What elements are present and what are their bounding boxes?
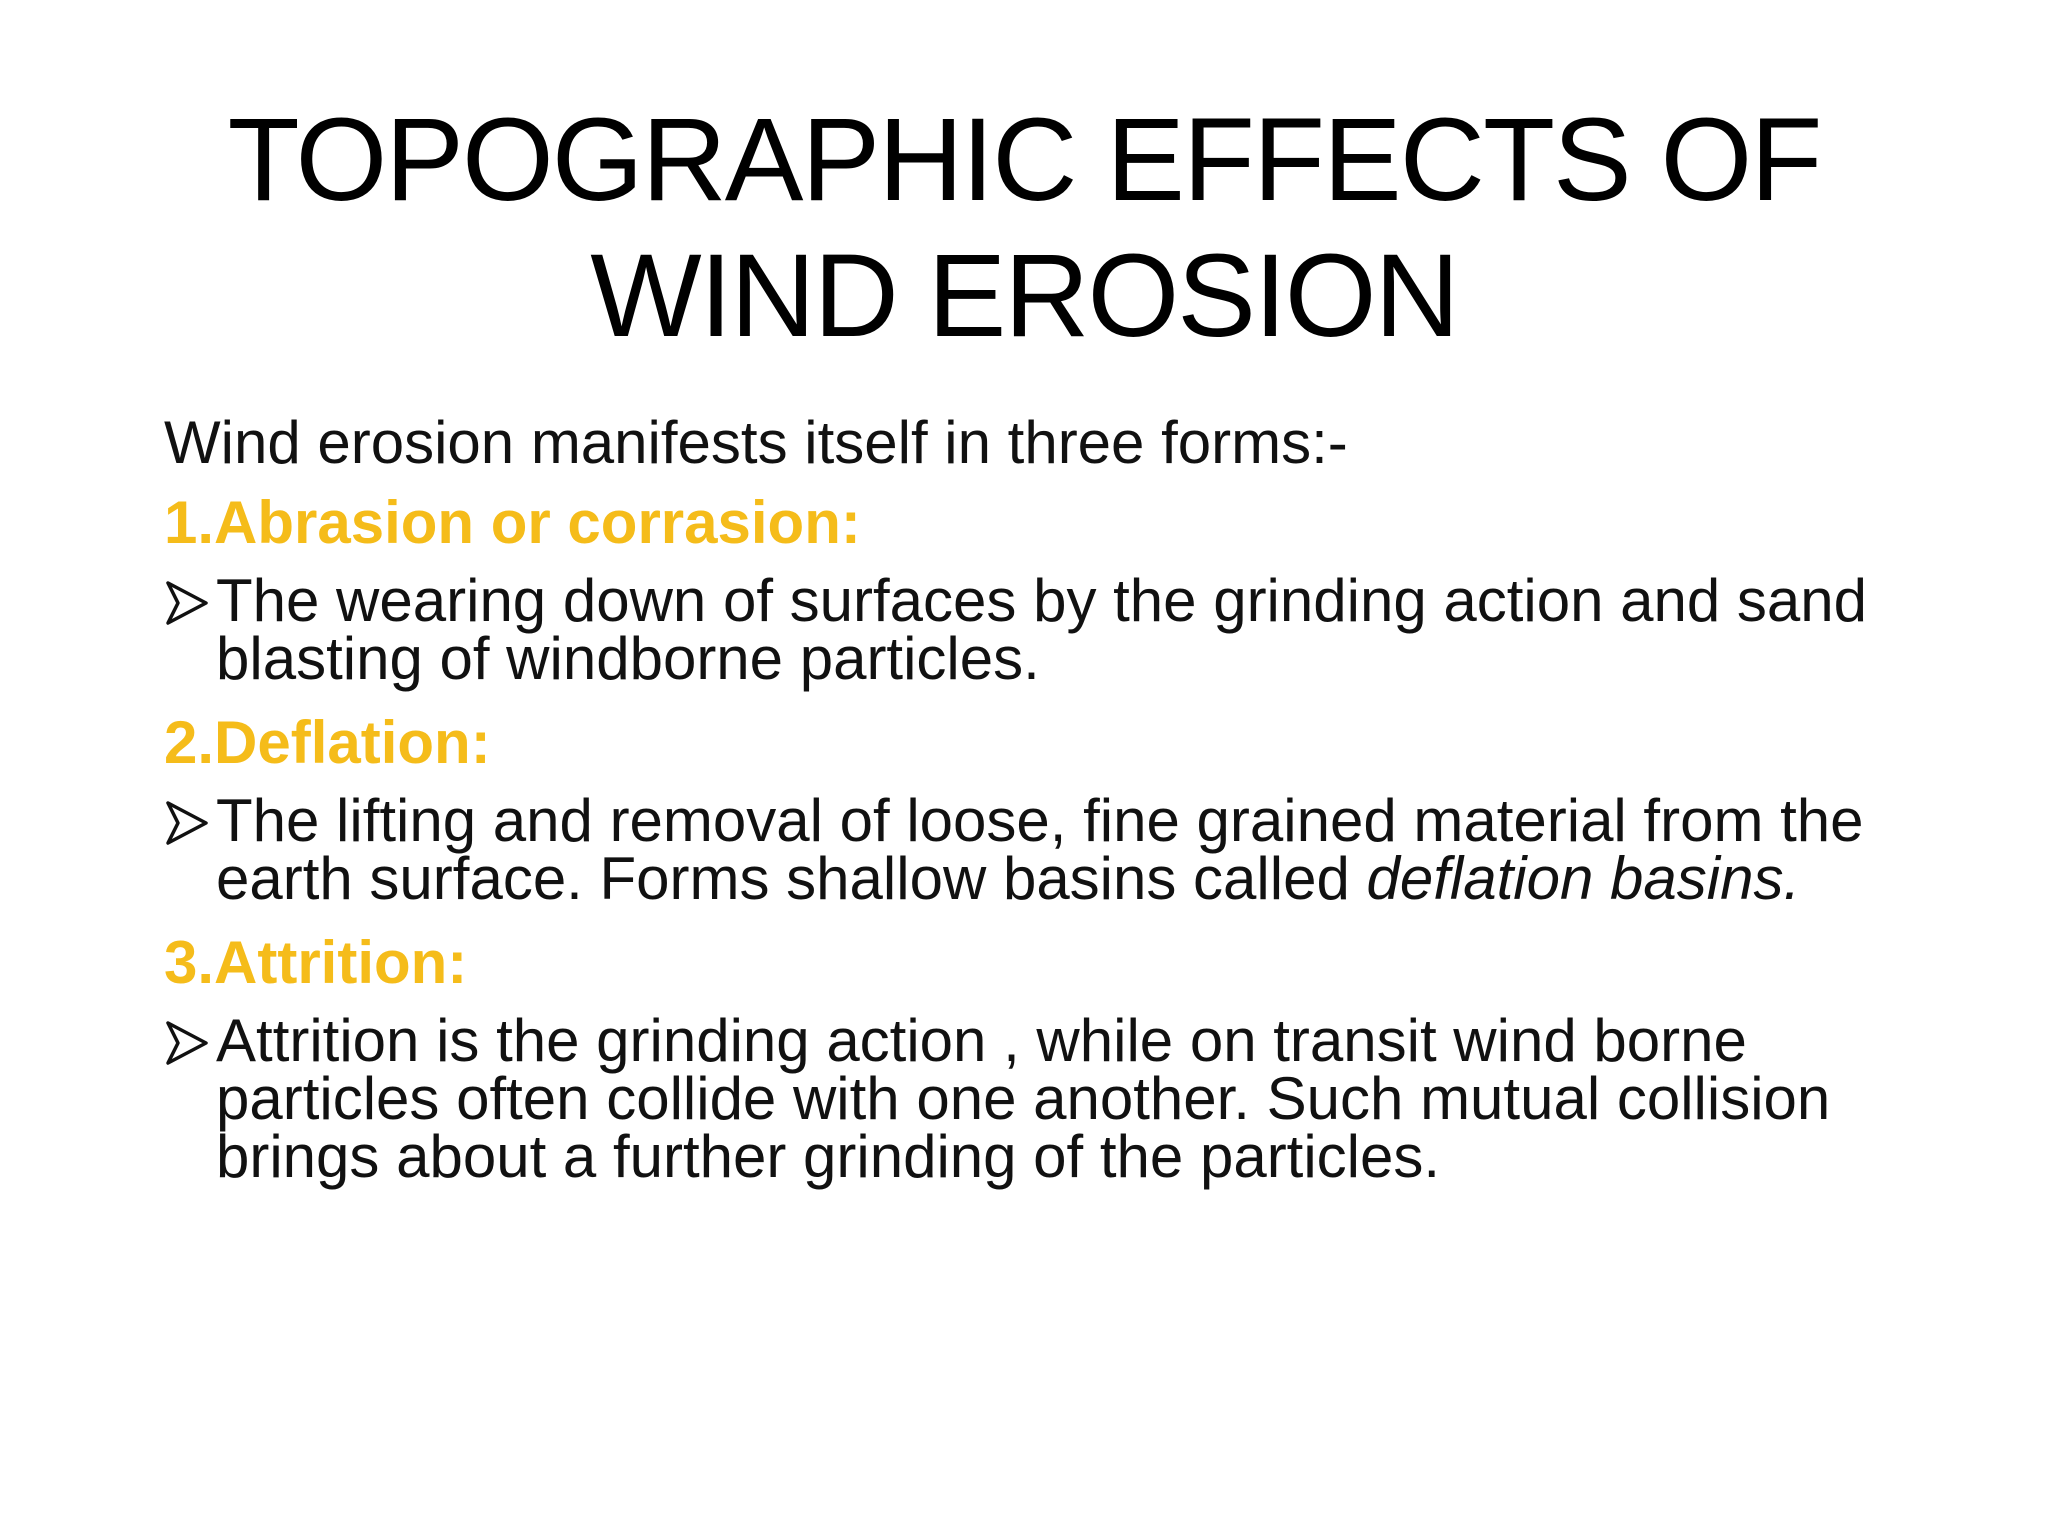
slide-body — [164, 406, 1904, 1204]
bullet-deflation — [164, 787, 1904, 912]
arrowhead-bullet-icon — [164, 578, 210, 628]
bullet-attrition — [164, 1007, 1904, 1190]
slide-title: TOPOGRAPHIC EFFECTS OF WIND EROSION — [227, 94, 1821, 362]
bullet-abrasion — [164, 567, 1904, 692]
bullet-italic-term: deflation basins. — [1366, 845, 1801, 912]
arrowhead-bullet-icon — [164, 1018, 210, 1068]
section-heading-abrasion: 1.Abrasion or corrasion: — [164, 489, 861, 556]
bullet-text: Attrition is the grinding action , while on transit wind borne particles often collide with one another. Such mutual collision brings about a further grinding of the particles. — [216, 1007, 1831, 1190]
bullet-text: The wearing down of surfaces by the grinding action and sand blasting of windborne particles. — [216, 567, 1868, 692]
section-heading-deflation: 2.Deflation: — [164, 709, 491, 776]
intro-text: Wind erosion manifests itself in three forms:- — [164, 409, 1348, 476]
section-heading-attrition: 3.Attrition: — [164, 929, 468, 996]
bullet-text: The lifting and removal of loose, fine grained material from the earth surface. Forms shallow basins called — [216, 787, 1864, 912]
arrowhead-bullet-icon — [164, 798, 210, 848]
